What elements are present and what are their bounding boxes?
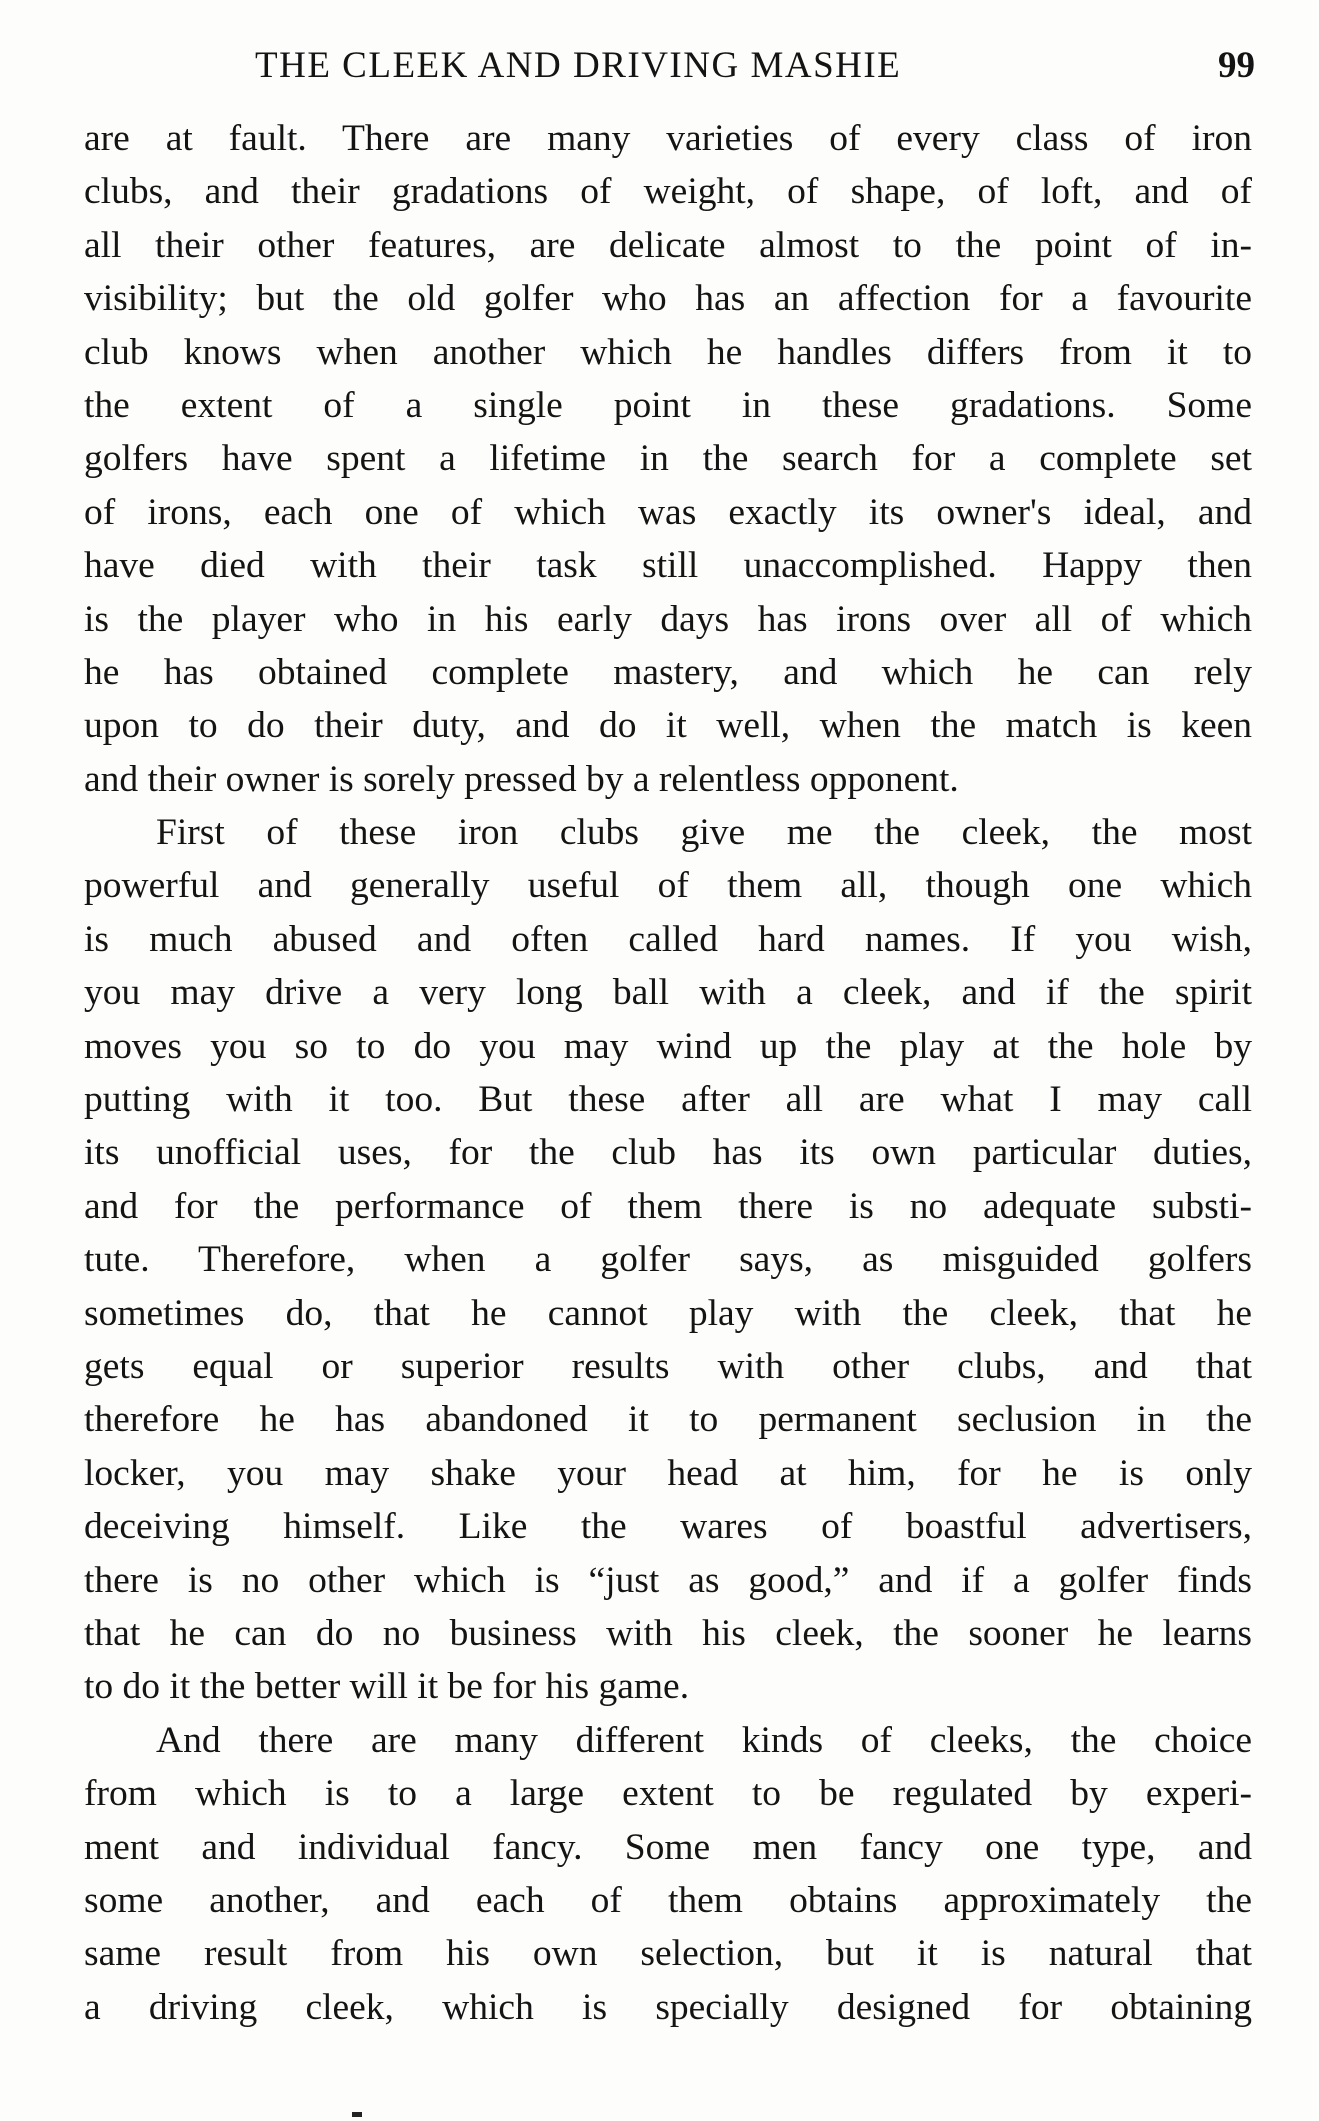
page-header — [255, 44, 1255, 94]
text-line: have died with their task still unaccomplished. Happy then — [84, 545, 1252, 587]
text-line: you may drive a very long ball with a cleek, and if the spirit — [84, 972, 1252, 1014]
text-line: gets equal or superior results with other clubs, and that — [84, 1345, 1252, 1387]
text-line: there is no other which is “just as good,” and if a golfer finds — [84, 1559, 1252, 1601]
text-line: golfers have spent a lifetime in the search for a complete set — [84, 438, 1252, 480]
running-title: THE CLEEK AND DRIVING MASHIE — [255, 45, 902, 86]
text-line: and for the performance of them there is no adequate substi- — [84, 1185, 1252, 1227]
text-line: to do it the better will it be for his game. — [84, 1666, 690, 1708]
body-text — [84, 112, 1252, 2034]
text-line: are at fault. There are many varieties of every class of iron — [84, 118, 1252, 159]
text-line: powerful and generally useful of them all, though one which — [84, 865, 1252, 907]
text-line: he has obtained complete mastery, and which he can rely — [84, 651, 1252, 693]
print-mark — [352, 2112, 362, 2117]
text-line: visibility; but the old golfer who has an affection for a favourite — [84, 278, 1252, 320]
text-line: First of these iron clubs give me the cleek, the most — [156, 812, 1252, 854]
text-line: that he can do no business with his cleek, the sooner he learns — [84, 1612, 1252, 1654]
text-line: same result from his own selection, but it is natural that — [84, 1933, 1252, 1975]
text-line: moves you so to do you may wind up the play at the hole by — [84, 1025, 1252, 1067]
page-number: 99 — [1218, 45, 1255, 86]
text-line: is the player who in his early days has irons over all of which — [84, 598, 1252, 640]
text-line: the extent of a single point in these gradations. Some — [84, 384, 1252, 426]
text-line: deceiving himself. Like the wares of boastful advertisers, — [84, 1506, 1252, 1548]
text-line: of irons, each one of which was exactly its owner's ideal, and — [84, 491, 1252, 533]
text-line: and their owner is sorely pressed by a relentless opponent. — [84, 758, 959, 800]
text-line: tute. Therefore, when a golfer says, as misguided golfers — [84, 1239, 1252, 1281]
text-line: its unofficial uses, for the club has its own particular duties, — [84, 1132, 1252, 1174]
text-line: all their other features, are delicate almost to the point of in- — [84, 224, 1252, 266]
text-line: locker, you may shake your head at him, for he is only — [84, 1452, 1252, 1494]
text-line: clubs, and their gradations of weight, of shape, of loft, and of — [84, 171, 1252, 213]
text-line: And there are many different kinds of cleeks, the choice — [156, 1719, 1252, 1761]
text-line: a driving cleek, which is specially designed for obtaining — [84, 1986, 1252, 2028]
text-line: is much abused and often called hard names. If you wish, — [84, 918, 1252, 960]
text-line: from which is to a large extent to be regulated by experi- — [84, 1773, 1252, 1815]
text-line: some another, and each of them obtains approximately the — [84, 1879, 1252, 1921]
text-line: therefore he has abandoned it to permanent seclusion in the — [84, 1399, 1252, 1441]
text-line: upon to do their duty, and do it well, when the match is keen — [84, 705, 1252, 747]
text-line: ment and individual fancy. Some men fancy one type, and — [84, 1826, 1252, 1868]
text-line: sometimes do, that he cannot play with the cleek, that he — [84, 1292, 1252, 1334]
text-line: club knows when another which he handles differs from it to — [84, 331, 1252, 373]
text-line: putting with it too. But these after all are what I may call — [84, 1079, 1252, 1121]
